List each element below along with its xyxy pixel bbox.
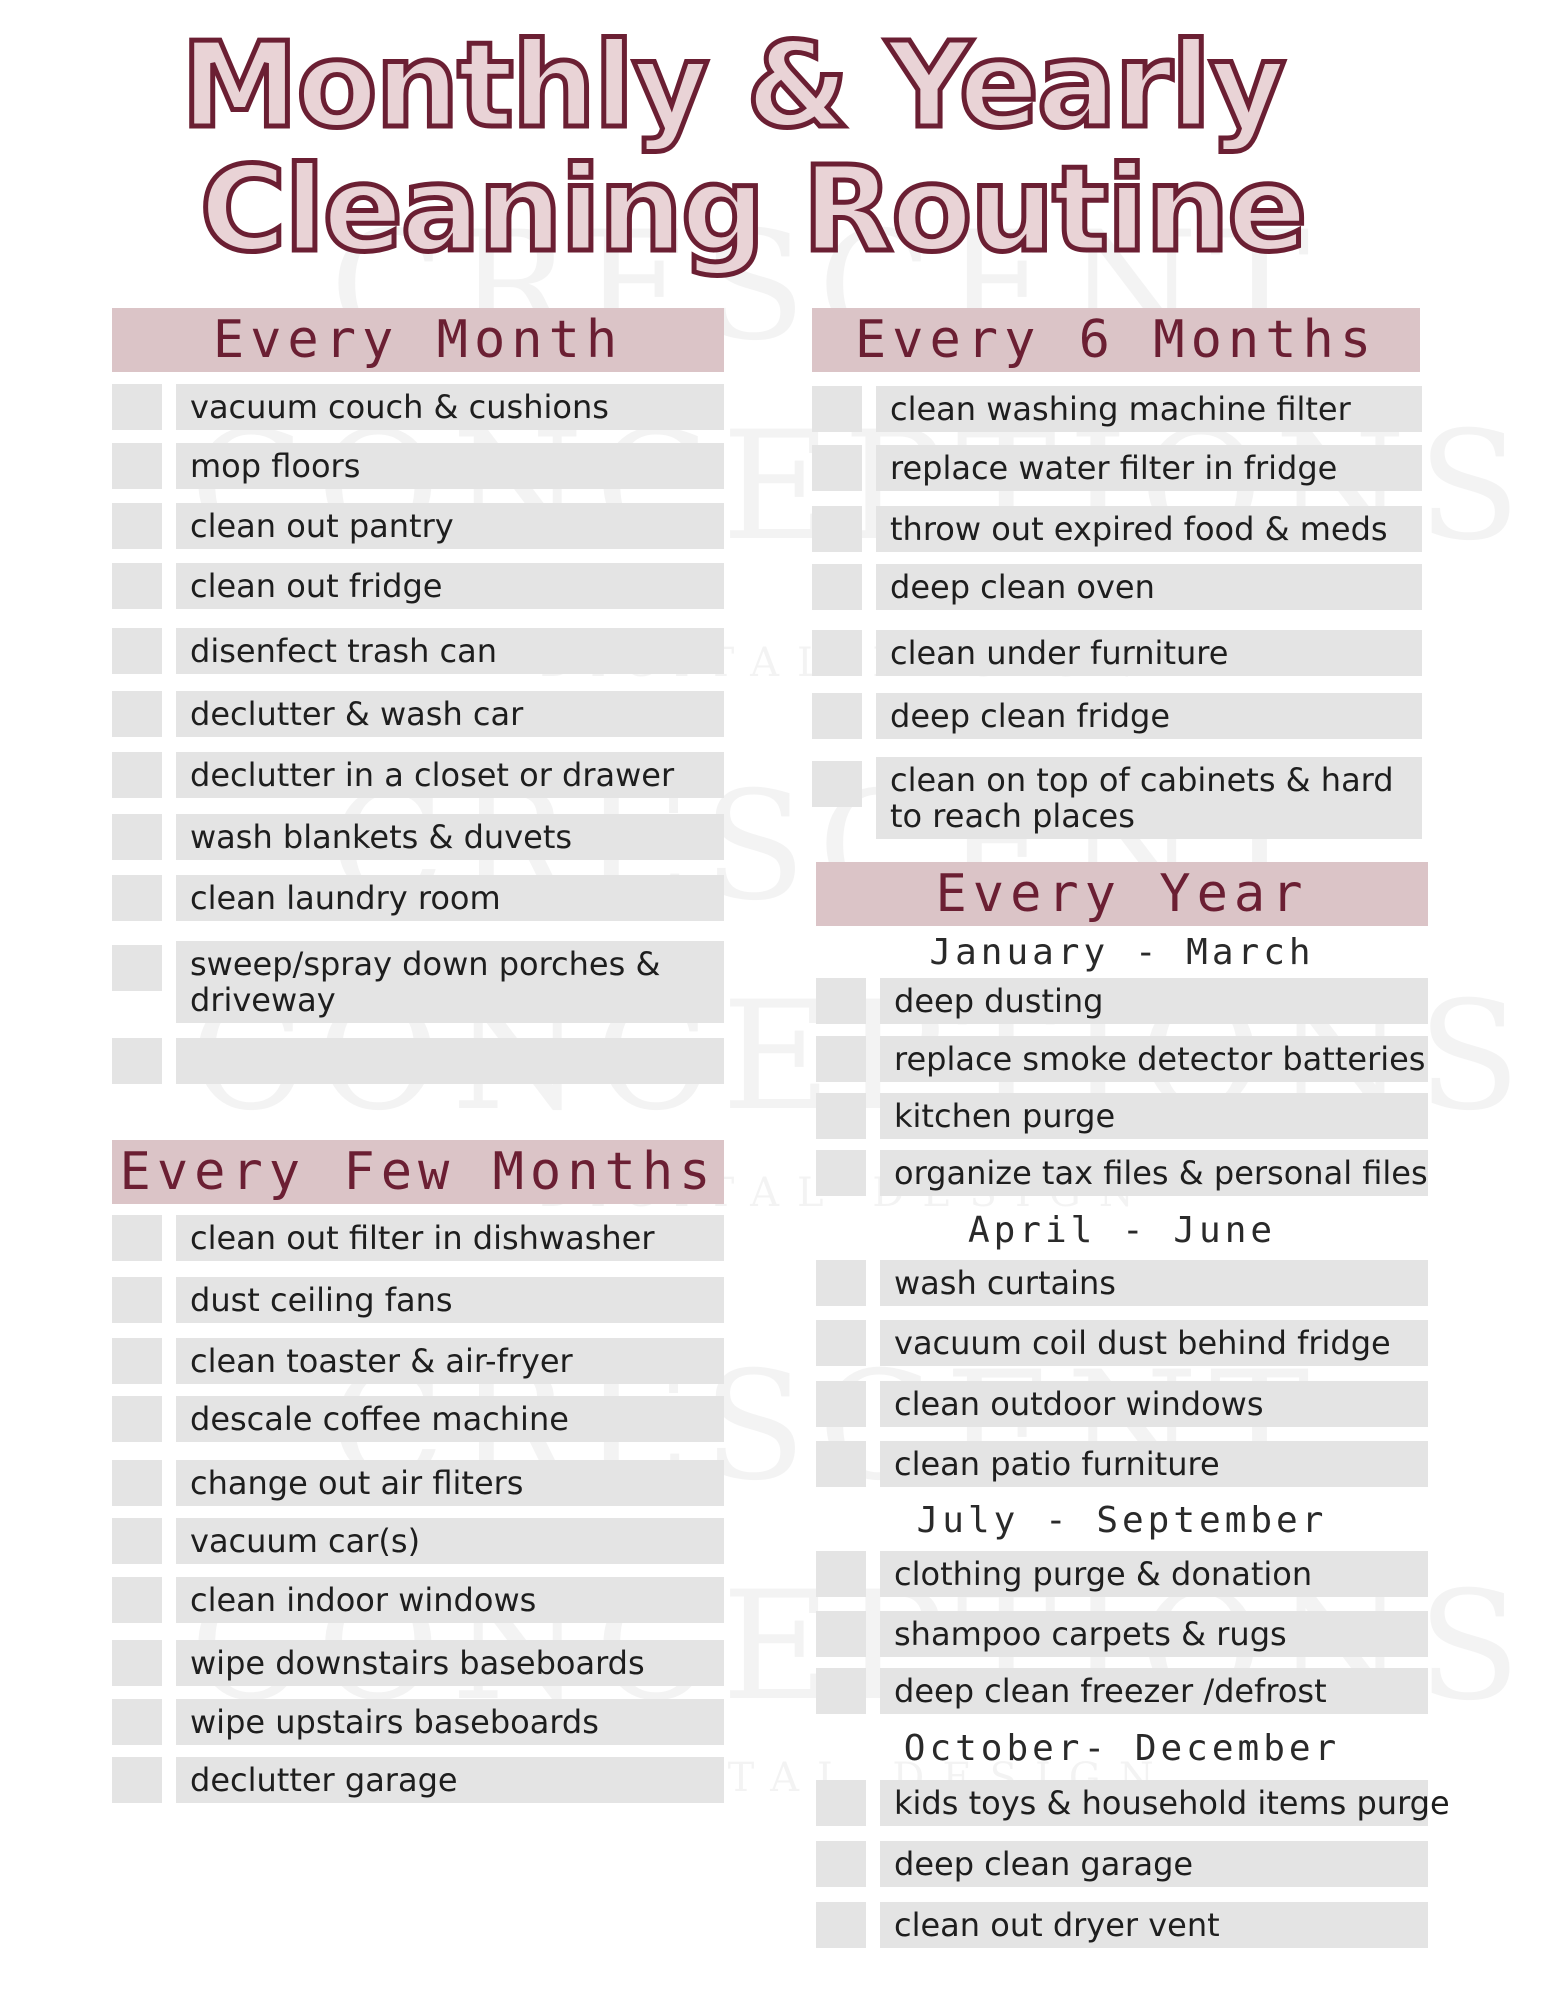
checkbox[interactable] [112,628,162,674]
list-item [816,1551,1428,1597]
item-label: dust ceiling fans [176,1277,724,1323]
checkbox[interactable] [816,1320,866,1366]
checkbox[interactable] [816,1668,866,1714]
item-label: kids toys & household items purge [880,1780,1428,1826]
item-label: change out air fliters [176,1460,724,1506]
list-item [112,1577,724,1623]
item-label: clean on top of cabinets & hard to reach places [876,757,1422,839]
item-label: clean patio furniture [880,1441,1428,1487]
item-label: disenfect trash can [176,628,724,674]
checkbox[interactable] [112,1518,162,1564]
item-label: deep clean garage [880,1841,1428,1887]
checkbox[interactable] [112,384,162,430]
list-item [816,1036,1428,1082]
item-label: deep clean freezer /defrost [880,1668,1428,1714]
item-label: clean out pantry [176,503,724,549]
item-label: mop floors [176,443,724,489]
checkbox[interactable] [112,1460,162,1506]
list-item [112,941,724,1023]
list-item [112,384,724,430]
list-item [816,1611,1428,1657]
item-label [176,1038,724,1084]
item-label: replace smoke detector batteries [880,1036,1428,1082]
item-label: clean out filter in dishwasher [176,1215,724,1261]
list-item [816,1780,1450,1826]
checkbox[interactable] [812,445,862,491]
item-label: descale coffee machine [176,1396,724,1442]
item-label: vacuum car(s) [176,1518,724,1564]
checkbox[interactable] [812,386,862,432]
item-label: clothing purge & donation [880,1551,1428,1597]
item-label: sweep/spray down porches & driveway [176,941,724,1023]
checkbox[interactable] [112,1338,162,1384]
list-item [812,757,1422,839]
list-item [112,875,724,921]
checkbox[interactable] [112,1577,162,1623]
quarter-label: October- December [903,1728,1341,1769]
list-item [112,628,724,674]
checkbox[interactable] [816,1611,866,1657]
item-label: vacuum couch & cushions [176,384,724,430]
checkbox[interactable] [816,1093,866,1139]
item-label: deep clean oven [876,564,1422,610]
item-label: clean under furniture [876,630,1422,676]
item-label: clean laundry room [176,875,724,921]
quarter-label: July - September [916,1500,1328,1541]
item-label: clean washing machine filter [876,386,1422,432]
list-item [816,978,1428,1024]
quarter-label: April - June [967,1210,1277,1251]
list-item [816,1441,1428,1487]
page-title-line1: Monthly & Yearly [180,16,1285,154]
every-year-header: Every Year [816,862,1428,926]
list-item [112,503,724,549]
left-column [112,0,724,2000]
checkbox[interactable] [112,1699,162,1745]
item-label: declutter in a closet or drawer [176,752,724,798]
item-label: clean indoor windows [176,1577,724,1623]
checkbox[interactable] [112,752,162,798]
checkbox[interactable] [112,1757,162,1803]
checkbox[interactable] [112,1640,162,1686]
checkbox[interactable] [812,506,862,552]
checkbox[interactable] [816,1841,866,1887]
page-title-line2: Cleaning Routine [199,140,1306,278]
checkbox[interactable] [816,1441,866,1487]
item-label: throw out expired food & meds [876,506,1422,552]
checkbox[interactable] [816,1260,866,1306]
item-label: kitchen purge [880,1093,1428,1139]
list-item [812,506,1422,552]
list-item [112,1277,724,1323]
list-item [112,563,724,609]
list-item [112,1396,724,1442]
checkbox[interactable] [112,503,162,549]
checkbox[interactable] [816,1036,866,1082]
checkbox[interactable] [812,693,862,739]
item-label: declutter garage [176,1757,724,1803]
list-item [812,630,1422,676]
checkbox[interactable] [816,1381,866,1427]
quarter-label: January - March [929,932,1315,973]
list-item [816,1902,1428,1948]
list-item [112,1518,724,1564]
item-label: vacuum coil dust behind fridge [880,1320,1428,1366]
list-item [816,1150,1428,1196]
list-item [112,814,724,860]
list-item [816,1093,1428,1139]
list-item [112,1038,724,1084]
item-label: deep clean fridge [876,693,1422,739]
list-item [816,1260,1428,1306]
item-label: declutter & wash car [176,691,724,737]
list-item [812,445,1422,491]
item-label: clean out fridge [176,563,724,609]
item-label: clean out dryer vent [880,1902,1428,1948]
item-label: replace water filter in fridge [876,445,1422,491]
list-item [812,564,1422,610]
list-item [112,1699,724,1745]
checkbox[interactable] [812,761,862,807]
item-label: deep dusting [880,978,1428,1024]
list-item [112,752,724,798]
checkbox[interactable] [112,1277,162,1323]
checkbox[interactable] [816,1902,866,1948]
checkbox[interactable] [112,1215,162,1261]
list-item [816,1668,1428,1714]
checkbox[interactable] [112,814,162,860]
checkbox[interactable] [816,978,866,1024]
every-few-months-header: Every Few Months [112,1140,724,1204]
item-label: wash blankets & duvets [176,814,724,860]
list-item [112,1757,724,1803]
right-column [812,0,1450,2000]
checkbox[interactable] [112,945,162,991]
checkbox[interactable] [816,1551,866,1597]
every-month-header: Every Month [112,308,724,372]
item-label: clean outdoor windows [880,1381,1428,1427]
item-label: clean toaster & air-fryer [176,1338,724,1384]
item-label: wipe downstairs baseboards [176,1640,724,1686]
checkbox[interactable] [112,1038,162,1084]
checkbox[interactable] [812,630,862,676]
list-item [112,1215,724,1261]
list-item [812,693,1422,739]
checkbox[interactable] [112,691,162,737]
list-item [112,1640,724,1686]
list-item [112,443,724,489]
checkbox[interactable] [112,1396,162,1442]
checkbox[interactable] [812,564,862,610]
checkbox[interactable] [816,1150,866,1196]
item-label: shampoo carpets & rugs [880,1611,1428,1657]
checkbox[interactable] [112,443,162,489]
list-item [816,1381,1428,1427]
list-item [812,386,1422,432]
list-item [816,1841,1428,1887]
item-label: wipe upstairs baseboards [176,1699,724,1745]
list-item [112,1460,724,1506]
list-item [112,1338,724,1384]
list-item [816,1320,1428,1366]
checkbox[interactable] [816,1780,866,1826]
every-6-months-header: Every 6 Months [812,308,1420,372]
item-label: organize tax files & personal files [880,1150,1428,1196]
checkbox[interactable] [112,875,162,921]
checkbox[interactable] [112,563,162,609]
item-label: wash curtains [880,1260,1428,1306]
list-item [112,691,724,737]
